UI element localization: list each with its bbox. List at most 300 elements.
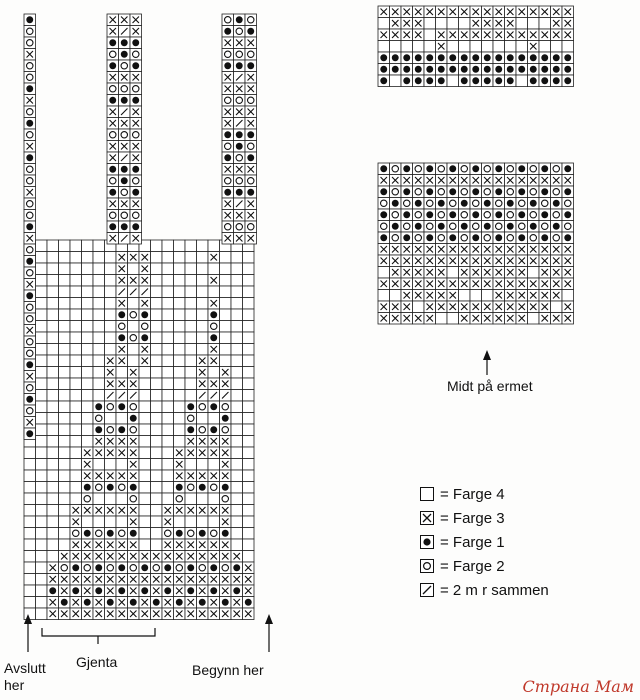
chart-cell	[470, 244, 482, 256]
chart-cell	[130, 221, 142, 233]
chart-cell	[151, 367, 163, 379]
chart-cell	[505, 221, 517, 233]
chart-cell	[105, 574, 117, 586]
middle-right-chart	[378, 163, 574, 324]
chart-cell	[107, 198, 119, 210]
chart-cell	[93, 493, 105, 505]
chart-cell	[436, 267, 448, 279]
chart-cell	[139, 321, 151, 333]
chart-cell	[401, 232, 413, 244]
chart-cell	[231, 309, 243, 321]
chart-cell	[151, 321, 163, 333]
chart-cell	[139, 263, 151, 275]
chart-cell	[401, 198, 413, 210]
chart-cell	[24, 129, 36, 141]
chart-cell	[174, 459, 186, 471]
gjenta-label: Gjenta	[76, 654, 118, 670]
chart-cell	[470, 6, 482, 18]
chart-cell	[539, 41, 551, 53]
chart-cell	[378, 221, 390, 233]
chart-cell	[231, 298, 243, 310]
chart-cell	[231, 424, 243, 436]
chart-cell	[82, 298, 94, 310]
chart-cell	[24, 371, 36, 383]
chart-cell	[174, 275, 186, 287]
chart-cell	[436, 163, 448, 175]
chart-cell	[139, 505, 151, 517]
chart-cell	[390, 29, 402, 41]
chart-cell	[390, 232, 402, 244]
chart-cell	[413, 75, 425, 87]
chart-cell	[105, 597, 117, 609]
chart-cell	[390, 6, 402, 18]
chart-cell	[482, 290, 494, 302]
chart-cell	[107, 221, 119, 233]
chart-cell	[401, 313, 413, 325]
chart-cell	[234, 37, 246, 49]
chart-cell	[470, 64, 482, 76]
chart-cell	[36, 505, 48, 517]
chart-cell	[222, 49, 234, 61]
chart-cell	[470, 175, 482, 187]
chart-cell	[197, 424, 209, 436]
chart-cell	[59, 447, 71, 459]
chart-cell	[36, 401, 48, 413]
chart-cell	[36, 286, 48, 298]
chart-cell	[82, 562, 94, 574]
chart-cell	[208, 401, 220, 413]
chart-cell	[82, 447, 94, 459]
chart-cell	[174, 321, 186, 333]
chart-cell	[551, 232, 563, 244]
chart-cell	[47, 263, 59, 275]
chart-cell	[185, 413, 197, 425]
chart-cell	[378, 75, 390, 87]
chart-cell	[459, 221, 471, 233]
chart-cell	[151, 344, 163, 356]
chart-cell	[105, 493, 117, 505]
chart-cell	[516, 41, 528, 53]
chart-cell	[220, 505, 232, 517]
chart-cell	[174, 390, 186, 402]
chart-cell	[562, 255, 574, 267]
chart-cell	[36, 355, 48, 367]
chart-cell	[105, 436, 117, 448]
chart-cell	[482, 198, 494, 210]
chart-cell	[243, 482, 255, 494]
chart-cell	[493, 209, 505, 221]
chart-cell	[119, 83, 131, 95]
chart-cell	[130, 49, 142, 61]
chart-cell	[174, 493, 186, 505]
watermark: Страна Мам	[522, 677, 634, 696]
chart-cell	[551, 209, 563, 221]
chart-cell	[424, 198, 436, 210]
legend-farge-4	[420, 484, 505, 504]
chart-cell	[413, 244, 425, 256]
chart-cell	[24, 574, 36, 586]
chart-cell	[59, 608, 71, 620]
midt-label: Midt på ermet	[447, 378, 533, 394]
chart-cell	[539, 278, 551, 290]
chart-cell	[59, 413, 71, 425]
chart-cell	[505, 29, 517, 41]
chart-cell	[220, 401, 232, 413]
chart-cell	[107, 60, 119, 72]
chart-cell	[151, 355, 163, 367]
chart-cell	[208, 459, 220, 471]
chart-cell	[378, 6, 390, 18]
chart-cell	[162, 459, 174, 471]
chart-cell	[220, 309, 232, 321]
chart-cell	[470, 267, 482, 279]
chart-cell	[539, 75, 551, 87]
chart-cell	[424, 290, 436, 302]
chart-cell	[59, 286, 71, 298]
chart-cell	[130, 95, 142, 107]
chart-cell	[551, 301, 563, 313]
chart-cell	[493, 41, 505, 53]
chart-cell	[482, 301, 494, 313]
chart-cell	[436, 18, 448, 30]
chart-cell	[128, 608, 140, 620]
chart-cell	[413, 52, 425, 64]
chart-cell	[197, 240, 209, 252]
chart-cell	[47, 321, 59, 333]
chart-cell	[505, 41, 517, 53]
chart-cell	[82, 574, 94, 586]
chart-cell	[151, 551, 163, 563]
chart-cell	[24, 221, 36, 233]
chart-cell	[528, 6, 540, 18]
chart-cell	[243, 252, 255, 264]
chart-cell	[243, 309, 255, 321]
chart-cell	[24, 551, 36, 563]
chart-cell	[70, 286, 82, 298]
chart-cell	[378, 313, 390, 325]
chart-cell	[151, 424, 163, 436]
chart-cell	[220, 516, 232, 528]
chart-cell	[231, 436, 243, 448]
chart-cell	[24, 164, 36, 176]
chart-cell	[231, 252, 243, 264]
chart-cell	[119, 233, 131, 245]
chart-cell	[24, 459, 36, 471]
chart-cell	[119, 164, 131, 176]
top-right-chart	[378, 6, 574, 87]
chart-cell	[162, 378, 174, 390]
chart-cell	[234, 210, 246, 222]
chart-cell	[24, 290, 36, 302]
chart-cell	[390, 186, 402, 198]
chart-cell	[36, 309, 48, 321]
chart-cell	[151, 585, 163, 597]
chart-cell	[47, 459, 59, 471]
chart-cell	[208, 390, 220, 402]
chart-cell	[424, 209, 436, 221]
chart-cell	[562, 186, 574, 198]
chart-cell	[401, 278, 413, 290]
chart-cell	[116, 585, 128, 597]
chart-cell	[185, 436, 197, 448]
chart-cell	[59, 574, 71, 586]
circle-square-icon	[420, 559, 434, 573]
chart-cell	[447, 41, 459, 53]
chart-cell	[208, 367, 220, 379]
chart-cell	[93, 459, 105, 471]
chart-cell	[93, 551, 105, 563]
chart-cell	[378, 301, 390, 313]
chart-cell	[436, 244, 448, 256]
chart-cell	[116, 332, 128, 344]
legend-farge-2	[420, 556, 505, 576]
chart-cell	[82, 240, 94, 252]
chart-cell	[47, 240, 59, 252]
chart-cell	[174, 344, 186, 356]
chart-cell	[82, 413, 94, 425]
chart-cell	[220, 447, 232, 459]
chart-cell	[220, 367, 232, 379]
chart-cell	[128, 344, 140, 356]
chart-cell	[105, 562, 117, 574]
chart-cell	[234, 14, 246, 26]
cross-square-icon	[420, 511, 434, 525]
chart-cell	[505, 18, 517, 30]
chart-cell	[539, 52, 551, 64]
chart-cell	[220, 298, 232, 310]
chart-cell	[208, 321, 220, 333]
chart-cell	[174, 470, 186, 482]
chart-cell	[413, 267, 425, 279]
chart-cell	[231, 413, 243, 425]
chart-cell	[245, 221, 257, 233]
chart-cell	[222, 72, 234, 84]
chart-cell	[401, 255, 413, 267]
chart-cell	[24, 233, 36, 245]
chart-cell	[93, 367, 105, 379]
chart-cell	[436, 29, 448, 41]
chart-cell	[234, 141, 246, 153]
chart-cell	[245, 106, 257, 118]
chart-cell	[482, 186, 494, 198]
chart-cell	[174, 286, 186, 298]
chart-cell	[390, 175, 402, 187]
chart-cell	[70, 528, 82, 540]
chart-cell	[70, 436, 82, 448]
chart-cell	[243, 436, 255, 448]
chart-cell	[59, 240, 71, 252]
chart-cell	[36, 528, 48, 540]
chart-cell	[470, 221, 482, 233]
chart-cell	[151, 493, 163, 505]
chart-cell	[174, 608, 186, 620]
chart-cell	[105, 551, 117, 563]
chart-cell	[208, 585, 220, 597]
chart-cell	[390, 198, 402, 210]
chart-cell	[243, 298, 255, 310]
chart-cell	[119, 95, 131, 107]
chart-cell	[436, 232, 448, 244]
chart-cell	[378, 267, 390, 279]
chart-cell	[562, 52, 574, 64]
chart-cell	[70, 344, 82, 356]
chart-cell	[551, 221, 563, 233]
chart-cell	[551, 52, 563, 64]
chart-cell	[36, 378, 48, 390]
chart-cell	[139, 309, 151, 321]
empty-square-icon	[420, 487, 434, 501]
chart-cell	[107, 72, 119, 84]
chart-cell	[222, 233, 234, 245]
chart-cell	[447, 244, 459, 256]
chart-cell	[47, 298, 59, 310]
chart-cell	[505, 175, 517, 187]
chart-cell	[105, 528, 117, 540]
chart-cell	[162, 286, 174, 298]
chart-cell	[528, 175, 540, 187]
chart-cell	[516, 75, 528, 87]
chart-cell	[220, 275, 232, 287]
chart-cell	[93, 608, 105, 620]
chart-cell	[482, 175, 494, 187]
chart-cell	[197, 447, 209, 459]
chart-cell	[36, 298, 48, 310]
chart-cell	[424, 75, 436, 87]
chart-cell	[70, 321, 82, 333]
chart-cell	[70, 493, 82, 505]
chart-cell	[470, 29, 482, 41]
chart-cell	[130, 72, 142, 84]
chart-cell	[493, 198, 505, 210]
chart-cell	[139, 252, 151, 264]
chart-cell	[424, 175, 436, 187]
chart-cell	[93, 332, 105, 344]
chart-cell	[220, 562, 232, 574]
chart-cell	[105, 401, 117, 413]
chart-cell	[516, 301, 528, 313]
chart-cell	[505, 186, 517, 198]
chart-cell	[105, 275, 117, 287]
legend-text: = Farge 1	[440, 533, 505, 551]
chart-cell	[24, 198, 36, 210]
chart-cell	[482, 163, 494, 175]
chart-cell	[516, 221, 528, 233]
chart-cell	[243, 574, 255, 586]
chart-cell	[493, 52, 505, 64]
chart-cell	[208, 424, 220, 436]
chart-cell	[105, 539, 117, 551]
chart-cell	[378, 175, 390, 187]
chart-cell	[139, 332, 151, 344]
chart-cell	[505, 244, 517, 256]
chart-cell	[24, 72, 36, 84]
chart-cell	[390, 255, 402, 267]
chart-cell	[130, 37, 142, 49]
chart-cell	[36, 459, 48, 471]
chart-cell	[551, 75, 563, 87]
chart-cell	[24, 26, 36, 38]
chart-cell	[528, 186, 540, 198]
chart-cell	[505, 52, 517, 64]
chart-cell	[36, 470, 48, 482]
chart-cell	[70, 309, 82, 321]
chart-cell	[185, 459, 197, 471]
chart-cell	[185, 516, 197, 528]
chart-cell	[243, 585, 255, 597]
chart-cell	[220, 286, 232, 298]
chart-cell	[105, 424, 117, 436]
chart-cell	[401, 267, 413, 279]
chart-cell	[539, 244, 551, 256]
chart-cell	[551, 64, 563, 76]
chart-cell	[470, 232, 482, 244]
chart-cell	[139, 562, 151, 574]
chart-cell	[82, 424, 94, 436]
chart-cell	[82, 528, 94, 540]
chart-cell	[24, 118, 36, 130]
chart-cell	[505, 255, 517, 267]
chart-cell	[231, 390, 243, 402]
chart-cell	[107, 164, 119, 176]
chart-cell	[151, 470, 163, 482]
legend-text: = Farge 4	[440, 485, 505, 503]
chart-cell	[59, 585, 71, 597]
chart-cell	[390, 75, 402, 87]
chart-cell	[174, 367, 186, 379]
chart-cell	[493, 221, 505, 233]
chart-cell	[424, 278, 436, 290]
chart-cell	[231, 516, 243, 528]
chart-cell	[139, 516, 151, 528]
chart-cell	[47, 436, 59, 448]
chart-cell	[59, 436, 71, 448]
chart-cell	[436, 301, 448, 313]
chart-cell	[197, 286, 209, 298]
chart-cell	[59, 424, 71, 436]
chart-cell	[222, 95, 234, 107]
chart-cell	[24, 37, 36, 49]
chart-cell	[128, 355, 140, 367]
chart-cell	[493, 244, 505, 256]
begynn-arrowhead	[265, 614, 273, 624]
chart-cell	[174, 332, 186, 344]
chart-cell	[245, 129, 257, 141]
chart-cell	[197, 367, 209, 379]
chart-cell	[447, 209, 459, 221]
chart-cell	[162, 505, 174, 517]
chart-cell	[93, 298, 105, 310]
chart-cell	[482, 267, 494, 279]
chart-cell	[413, 64, 425, 76]
chart-cell	[162, 447, 174, 459]
chart-cell	[174, 516, 186, 528]
chart-cell	[482, 52, 494, 64]
chart-cell	[105, 309, 117, 321]
chart-cell	[390, 163, 402, 175]
chart-cell	[470, 198, 482, 210]
chart-cell	[222, 14, 234, 26]
chart-cell	[59, 528, 71, 540]
chart-cell	[105, 516, 117, 528]
chart-cell	[82, 493, 94, 505]
chart-cell	[47, 401, 59, 413]
chart-cell	[197, 493, 209, 505]
chart-cell	[128, 286, 140, 298]
chart-cell	[208, 551, 220, 563]
chart-cell	[528, 41, 540, 53]
chart-cell	[493, 6, 505, 18]
chart-cell	[116, 390, 128, 402]
